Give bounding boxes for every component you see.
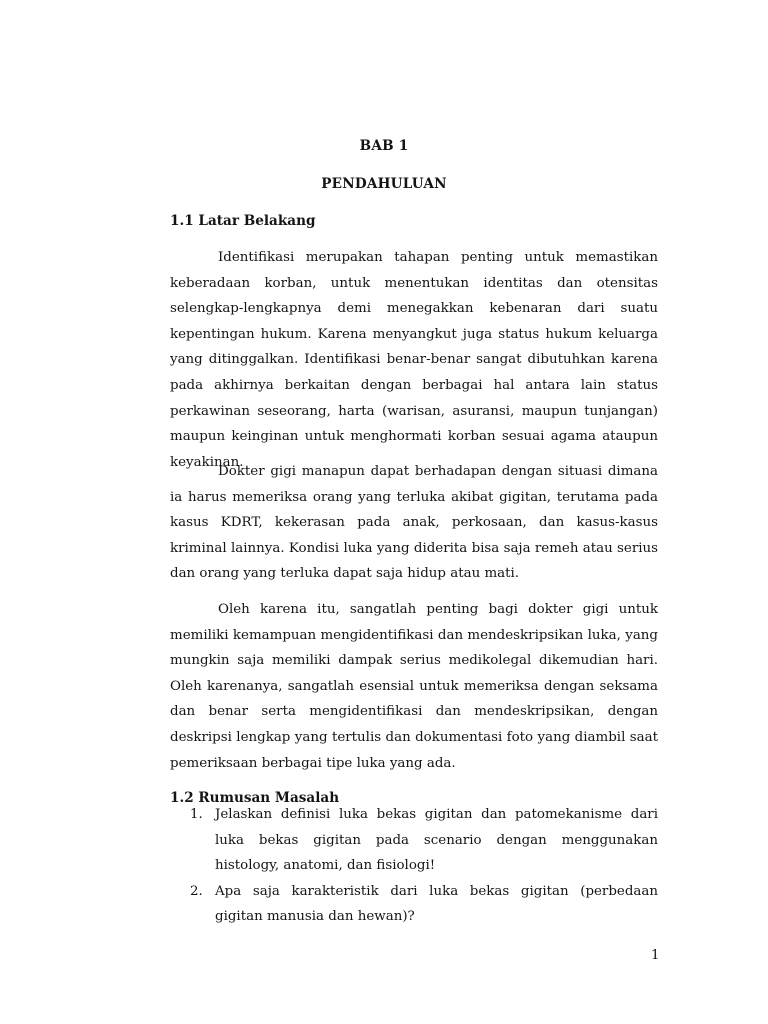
list-item xyxy=(190,879,658,930)
paragraph xyxy=(170,459,658,587)
section-heading-latar-belakang: 1.1 Latar Belakang xyxy=(170,213,316,229)
list-item-text: Jelaskan definisi luka bekas gigitan dan patomekanisme dari luka bekas gigitan pada scenario dengan menggunakan histology, anatomi, dan fisiologi! xyxy=(215,807,658,874)
paragraph xyxy=(170,597,658,776)
page-number: 1 xyxy=(651,948,660,963)
list-item-number: 2. xyxy=(190,883,203,899)
chapter-number: BAB 1 xyxy=(359,138,409,154)
list-item xyxy=(190,802,658,879)
paragraph-text: Oleh karena itu, sangatlah penting bagi dokter gigi untuk memiliki kemampuan mengidentifikasi dan mendeskripsikan luka, yang mungkin saja memiliki dampak serius medikolegal dikemudian hari. Oleh karenanya, sangatlah esensial untuk memeriksa dengan seksama dan benar serta mengidentifikasi dan mendeskripsikan, dengan deskripsi lengkap yang tertulis dan dokumentasi foto yang diambil saat pemeriksaan berbagai tipe luka yang ada. xyxy=(170,602,658,771)
list-item-number: 1. xyxy=(190,807,203,822)
chapter-title: PENDAHULUAN xyxy=(321,176,447,192)
paragraph-text: Identifikasi merupakan tahapan penting untuk memastikan keberadaan korban, untuk menentukan identitas dan otensitas selengkap-lengkapnya demi menegakkan kebenaran dari suatu kepentingan hukum. Karena menyangkut juga status hukum keluarga yang ditinggalkan. Identifikasi benar-benar sangat dibutuhkan karena pada akhirnya berkaitan dengan berbagai hal antara lain status perkawinan seseorang, harta (warisan, asuransi, maupun tunjangan) maupun keinginan untuk menghormati korban sesuai agama ataupun keyakinan. xyxy=(170,250,658,470)
paragraph xyxy=(170,245,658,475)
paragraph-text: Dokter gigi manapun dapat berhadapan dengan situasi dimana ia harus memeriksa orang yang terluka akibat gigitan, terutama pada kasus KDRT, kekerasan pada anak, perkosaan, dan kasus-kasus kriminal lainnya. Kondisi luka yang diderita bisa saja remeh atau serius dan orang yang terluka dapat saja hidup atau mati. xyxy=(170,464,658,582)
problem-list xyxy=(190,802,658,930)
list-item-text: Apa saja karakteristik dari luka bekas gigitan (perbedaan gigitan manusia dan hewan)? xyxy=(215,883,658,925)
section-heading-rumusan-masalah: 1.2 Rumusan Masalah xyxy=(170,790,340,806)
